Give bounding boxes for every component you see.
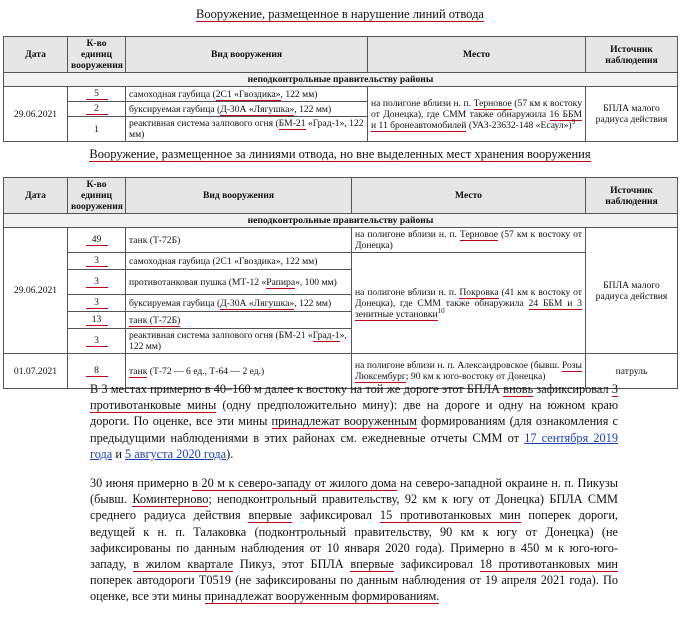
underlined-text: впервые bbox=[248, 508, 292, 523]
report-link-2020[interactable]: 5 августа 2020 года bbox=[124, 446, 227, 461]
footnote-ref: 10 bbox=[437, 306, 445, 315]
underlined-text: вновь bbox=[503, 382, 534, 396]
kind-cell bbox=[126, 228, 352, 253]
text-fragment: ; неподконтрольный правительству, 92 км к югу от Донецка) БПЛА СММ среднего радиуса действия bbox=[90, 492, 618, 523]
text-fragment: танк (Т-72Б) bbox=[129, 234, 181, 246]
count-cell bbox=[68, 228, 126, 253]
underlined-text: 18 противотанковых мин bbox=[479, 557, 619, 572]
text-fragment: на полигоне вблизи н. п. Александровское (бывш. bbox=[355, 360, 562, 371]
text-fragment: 3 bbox=[86, 298, 108, 309]
underlined-text: 2С1 «Гвоздика» bbox=[215, 88, 281, 100]
text-fragment: », 122 мм) bbox=[129, 330, 347, 352]
text-fragment: и bbox=[112, 446, 125, 461]
kind-cell bbox=[126, 102, 368, 117]
text-fragment: 5 bbox=[86, 89, 108, 100]
underlined-text: 15 противотанковых мин bbox=[379, 508, 521, 523]
text-fragment: 13 bbox=[86, 315, 108, 326]
footnote-ref: 9 bbox=[571, 117, 576, 126]
text-fragment: (41 км к востоку от Донецка), где СММ также обнаружила bbox=[355, 286, 583, 309]
place-cell bbox=[352, 253, 586, 354]
text-fragment: формированиям (для ознакомления с предыдущими наблюдениями в этих районах см. ежедневные отчеты СММ от bbox=[90, 414, 618, 445]
report-link-2019[interactable]: 17 сентября 2019 года bbox=[90, 430, 618, 461]
underlined-text: Покровка bbox=[459, 286, 499, 298]
header-source: Источник наблюдения bbox=[586, 37, 678, 73]
text-fragment: ). bbox=[226, 446, 234, 461]
violations-table bbox=[3, 36, 678, 142]
text-fragment: 30 июня примерно bbox=[90, 476, 193, 490]
text-fragment: ; 90 км к юго-востоку от Донецка) bbox=[405, 371, 546, 382]
underlined-text: Розы Люксембург bbox=[355, 360, 582, 382]
text-fragment: на полигоне вблизи н. п. bbox=[371, 97, 474, 109]
table-row bbox=[4, 228, 678, 253]
kind-cell bbox=[126, 117, 368, 142]
place-cell bbox=[352, 228, 586, 253]
text-fragment: самоходная гаубица ( bbox=[129, 88, 216, 100]
underlined-text: БМ-21 bbox=[278, 118, 306, 129]
subheader-row: неподконтрольные правительству районы bbox=[4, 214, 678, 228]
text-fragment: (одну предположительно мину): две на дороге и одну на южном краю дороги. По оценке, все эти мины bbox=[90, 398, 619, 429]
text-fragment: 49 bbox=[86, 235, 108, 246]
date-cell: 29.06.2021 bbox=[4, 228, 68, 354]
text-fragment: (57 км к востоку от Донецка) bbox=[355, 229, 582, 251]
header-kind: Вид вооружения bbox=[126, 178, 352, 214]
count-cell bbox=[68, 312, 126, 329]
count-cell bbox=[68, 87, 126, 102]
section2-title bbox=[0, 146, 680, 162]
text-fragment: 3 bbox=[86, 256, 108, 267]
text-fragment: на полигоне вблизи н. п. bbox=[355, 286, 460, 298]
count-cell bbox=[68, 253, 126, 270]
text-fragment: реактивная система залпового огня ( bbox=[129, 118, 279, 129]
paragraph-mines-1 bbox=[90, 381, 618, 462]
text-fragment: «Град-1», 122 мм) bbox=[129, 118, 364, 140]
underlined-text: Д-30А «Лягушка» bbox=[220, 297, 295, 309]
text-fragment: (57 км к востоку от Донецка), где СММ также обнаружила bbox=[371, 97, 583, 120]
table-header-row bbox=[4, 37, 678, 73]
text-fragment: Вооружение, размещенное в нарушение линий отвода bbox=[196, 7, 484, 21]
underlined-text: Д-30А «Лягушка» bbox=[220, 103, 295, 115]
text-fragment: 3 bbox=[86, 336, 108, 347]
header-source: Источник наблюдения bbox=[586, 178, 678, 214]
date-cell: 01.07.2021 bbox=[4, 354, 68, 389]
text-fragment: В 3 местах примерно в 40–160 м далее к востоку на той же дороге этот БПЛА bbox=[90, 382, 504, 396]
table-header-row bbox=[4, 178, 678, 214]
text-fragment: на северо-западной окраине н. п. Пикузы (бывш. bbox=[90, 476, 618, 507]
text-fragment: Вооружение, размещенное за линиями отвода, но вне выделенных мест хранения вооружения bbox=[89, 147, 591, 161]
text-fragment: (УАЗ-23632-148 «Есаул») bbox=[466, 119, 572, 131]
count-cell bbox=[68, 102, 126, 117]
header-date: Дата bbox=[4, 178, 68, 214]
underlined-text: Коминтерново bbox=[132, 492, 209, 507]
table-row bbox=[4, 87, 678, 102]
kind-cell bbox=[126, 87, 368, 102]
count-cell bbox=[68, 295, 126, 312]
text-fragment: поперек дороги, ведущей к н. п. Талаковка (подконтрольный правительству, 90 км к югу от Донецка) (не зафиксированы по данным наблюдения от 10 января 2020 года). Примерно в 450 м к юго-юго-западу, bbox=[90, 508, 618, 572]
text-fragment: буксируемая гаубица ( bbox=[129, 297, 221, 309]
text-fragment: поперек автодороги Т0519 (не зафиксированы по данным наблюдения от 19 апреля 2021 года). По оценке, все эти мины bbox=[90, 573, 618, 604]
text-fragment: 2 bbox=[86, 104, 108, 115]
kind-cell bbox=[126, 270, 352, 295]
text-fragment: 8 bbox=[86, 366, 108, 377]
underlined-text: Град-1 bbox=[312, 330, 340, 341]
text-fragment: зафиксировал bbox=[292, 508, 380, 523]
table-row bbox=[4, 253, 678, 270]
underlined-text: танк (Т-72Б) bbox=[129, 314, 181, 326]
text-fragment: самоходная гаубица (2С1 «Гвоздика», 122 мм) bbox=[129, 255, 318, 267]
kind-cell bbox=[126, 253, 352, 270]
underlined-text: принадлежат вооруженным формированиям. bbox=[204, 589, 440, 604]
text-fragment: Пикуз, этот БПЛА bbox=[233, 557, 351, 572]
section1-title bbox=[0, 6, 680, 22]
text-fragment: на полигоне вблизи н. п. bbox=[355, 229, 460, 240]
date-cell: 29.06.2021 bbox=[4, 87, 68, 142]
header-place: Место bbox=[352, 178, 586, 214]
underlined-text: впервые bbox=[350, 557, 394, 572]
paragraph-mines-2 bbox=[90, 475, 618, 605]
count-cell bbox=[68, 117, 126, 142]
underlined-text: Рапира bbox=[266, 276, 296, 288]
underlined-text: принадлежат вооруженным bbox=[271, 414, 417, 429]
outside-storage-table bbox=[3, 177, 678, 389]
header-count: К-во единиц вооружения bbox=[68, 37, 126, 73]
text-fragment: (Т-72 — 6 ед., Т-64 — 2 ед.) bbox=[147, 365, 265, 377]
underlined-text: в 20 м к северо-западу от жилого дома bbox=[192, 476, 397, 490]
text-fragment: », 100 мм) bbox=[295, 276, 337, 288]
place-cell bbox=[368, 87, 586, 142]
underlined-text: 16 ББМ и 11 бронеавтомобилей bbox=[371, 108, 582, 131]
underlined-text: Терновое bbox=[459, 229, 499, 240]
text-fragment: реактивная система залпового огня (БМ-21 « bbox=[129, 330, 313, 341]
underlined-text: в жилом квартале bbox=[133, 557, 234, 572]
text-fragment: зафиксировал bbox=[533, 382, 612, 396]
text-fragment: , 122 мм) bbox=[280, 88, 318, 100]
count-cell bbox=[68, 270, 126, 295]
text-fragment: , 122 мм) bbox=[294, 297, 332, 309]
underlined-text: 3 противотанковые мины bbox=[90, 382, 618, 413]
subheader-row: неподконтрольные правительству районы bbox=[4, 73, 678, 87]
text-fragment: зафиксировал bbox=[393, 557, 480, 572]
source-cell: БПЛА малого радиуса действия bbox=[586, 87, 678, 142]
kind-cell bbox=[126, 312, 352, 329]
text-fragment: 1 bbox=[94, 123, 99, 135]
source-cell: патруль bbox=[586, 354, 678, 389]
header-kind: Вид вооружения bbox=[126, 37, 368, 73]
header-count: К-во единиц вооружения bbox=[68, 178, 126, 214]
kind-cell bbox=[126, 295, 352, 312]
text-fragment: , 122 мм) bbox=[294, 103, 332, 115]
underlined-text: Терновое bbox=[473, 97, 512, 109]
text-fragment: буксируемая гаубица ( bbox=[129, 103, 221, 115]
text-fragment: противотанковая пушка (МТ-12 « bbox=[129, 276, 267, 288]
underlined-text: 24 ББМ и 3 зенитные установки bbox=[355, 297, 582, 320]
kind-cell bbox=[126, 329, 352, 354]
count-cell bbox=[68, 329, 126, 354]
underlined-text: танк bbox=[129, 365, 148, 377]
text-fragment: 3 bbox=[86, 277, 108, 288]
header-place: Место bbox=[368, 37, 586, 73]
header-date: Дата bbox=[4, 37, 68, 73]
source-cell: БПЛА малого радиуса действия bbox=[586, 228, 678, 354]
